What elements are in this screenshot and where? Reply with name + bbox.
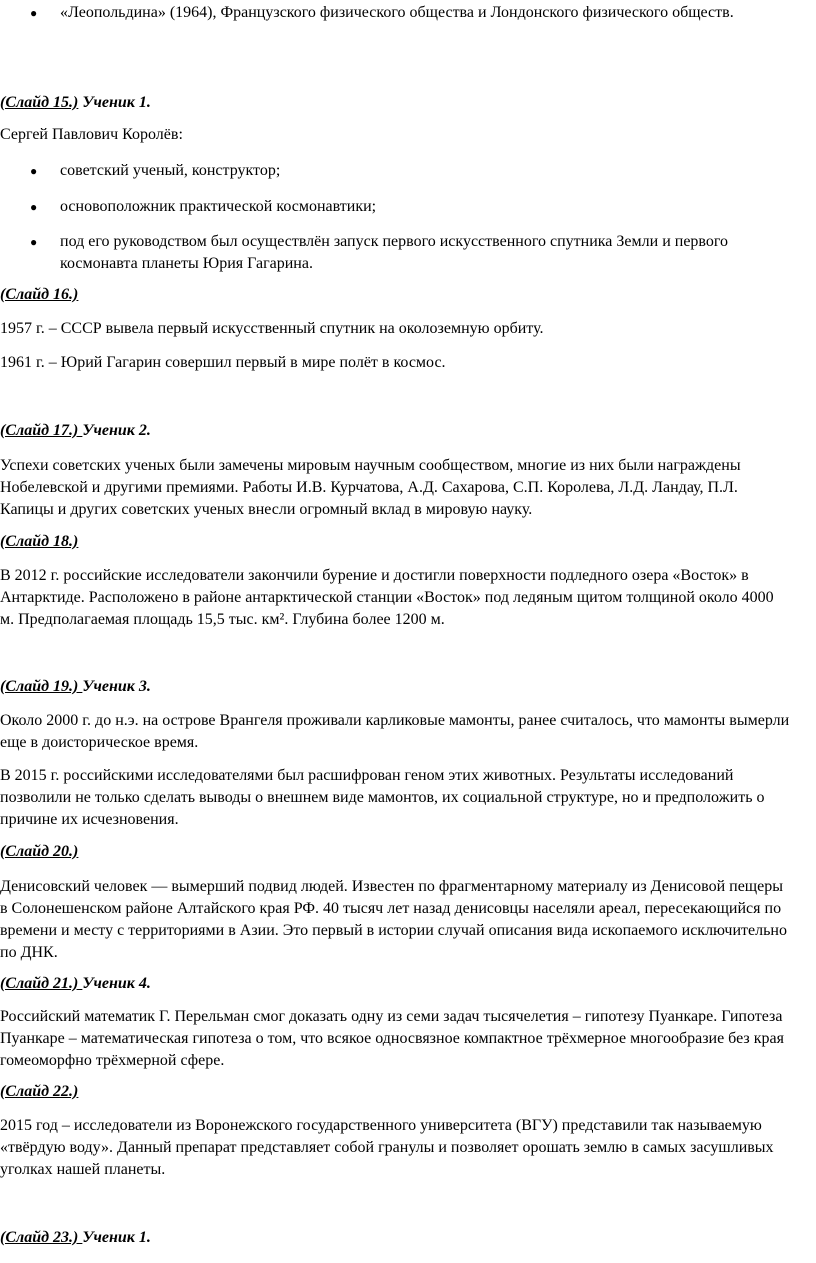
slide-21-student: Ученик 4.: [82, 975, 151, 992]
slide-16-paragraph-2: 1961 г. – Юрий Гагарин совершил первый в мире полёт в космос.: [0, 354, 446, 371]
slide-20-label: (Слайд 20.): [0, 843, 79, 860]
slide-15-bullet-1-text: советский ученый, конструктор;: [60, 162, 281, 179]
slide-23-student: Ученик 1.: [82, 1229, 151, 1246]
slide-16-paragraph-1: 1957 г. – СССР вывела первый искусственный спутник на околоземную орбиту.: [0, 320, 544, 337]
slide-15-bullet-3-text: под его руководством был осуществлён запуск первого искусственного спутника Земли и первого космонавта планеты Юрия Гагарина.: [60, 233, 729, 272]
slide-18-paragraph-1: В 2012 г. российские исследователи закончили бурение и достигли поверхности подледного озера «Восток» в Антарктиде. Расположено в районе антарктической станции «Восток» под ледяным щитом толщиной около 4000 м. Предполагаемая площадь 15,5 тыс. км². Глубина более 1200 м.: [0, 567, 774, 628]
slide-15-bullet-2-text: основоположник практической космонавтики;: [60, 198, 377, 215]
slide-22-label: (Слайд 22.): [0, 1083, 79, 1100]
bullet-dot-icon: ●: [30, 200, 38, 214]
bullet-dot-icon: ●: [30, 6, 38, 20]
slide-19-student: Ученик 3.: [82, 678, 151, 695]
bullet-dot-icon: ●: [30, 235, 38, 249]
slide-18-label: (Слайд 18.): [0, 533, 79, 550]
slide-19-heading: [0, 676, 790, 698]
slide-15-lead: Сергей Павлович Королёв:: [0, 126, 183, 143]
slide-17-label: (Слайд 17.): [0, 422, 83, 439]
slide-20-heading: [0, 841, 790, 863]
slide-16-label: (Слайд 16.): [0, 286, 79, 303]
slide-17-heading: [0, 420, 790, 442]
slide-22-heading: [0, 1081, 790, 1103]
slide-23-heading: [0, 1227, 790, 1249]
slide-19-label: (Слайд 19.): [0, 678, 83, 695]
intro-bullet-text: «Леопольдина» (1964), Французского физического общества и Лондонского физического обществ.: [60, 4, 734, 21]
bullet-dot-icon: ●: [30, 164, 38, 178]
slide-19-paragraph-2: В 2015 г. российскими исследователями был расшифрован геном этих животных. Результаты исследований позволили не только сделать выводы о внешнем виде мамонтов, их социальной структуре, но и предположить о причине их исчезновения.: [0, 767, 765, 828]
slide-21-label: (Слайд 21.): [0, 975, 83, 992]
slide-15-label: (Слайд 15.): [0, 94, 79, 111]
slide-15-student: Ученик 1.: [78, 94, 151, 111]
slide-22-paragraph-1: 2015 год – исследователи из Воронежского государственного университета (ВГУ) представили так называемую «твёрдую воду». Данный препарат представляет собой гранулы и позволяет орошать землю в самых засушливых уголках нашей планеты.: [0, 1117, 774, 1178]
slide-23-label: (Слайд 23.): [0, 1229, 83, 1246]
slide-21-heading: [0, 973, 790, 995]
slide-17-student: Ученик 2.: [82, 422, 151, 439]
slide-17-paragraph-1: Успехи советских ученых были замечены мировым научным сообществом, многие из них были награждены Нобелевской и другими премиями. Работы И.В. Курчатова, А.Д. Сахарова, С.П. Королева, Л.Д. Ландау, П.Л. Капицы и других советских ученых внесли огромный вклад в мировую науку.: [0, 457, 741, 518]
slide-21-paragraph-1: Российский математик Г. Перельман смог доказать одну из семи задач тысячелетия – гипотезу Пуанкаре. Гипотеза Пуанкаре – математическая гипотеза о том, что всякое односвязное компактное трёхмерное многообразие без края гомеоморфно трёхмерной сфере.: [0, 1008, 784, 1069]
slide-16-heading: [0, 284, 790, 306]
slide-20-paragraph-1: Денисовский человек — вымерший подвид людей. Известен по фрагментарному материалу из Денисовой пещеры в Солонешенском районе Алтайского края РФ. 40 тысяч лет назад денисовцы населяли ареал, пересекающийся по времени и месту с территориями в Азии. Это первый в истории случай описания вида ископаемого исключительно по ДНК.: [0, 878, 787, 961]
slide-19-paragraph-1: Около 2000 г. до н.э. на острове Врангеля проживали карликовые мамонты, ранее считалось, что мамонты вымерли еще в доисторическое время.: [0, 712, 790, 751]
slide-15-heading: [0, 92, 790, 114]
slide-18-heading: [0, 531, 790, 553]
